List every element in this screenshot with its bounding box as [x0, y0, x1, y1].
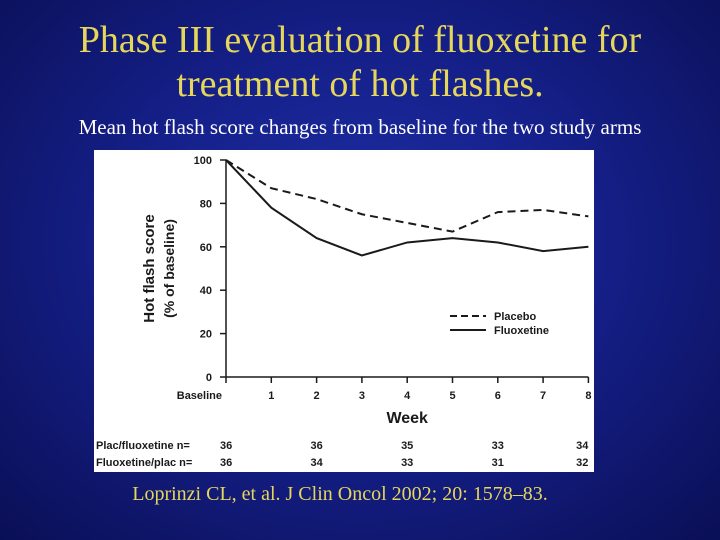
- citation: Loprinzi CL, et al. J Clin Oncol 2002; 20: 1578–83.: [132, 483, 548, 505]
- n-table-row-label: Plac/fluoxetine n=: [96, 440, 190, 452]
- x-tick-label: 4: [404, 390, 411, 402]
- x-tick-label: Baseline: [176, 390, 222, 402]
- x-tick-label: 7: [540, 390, 547, 402]
- x-tick-label: 6: [494, 390, 501, 402]
- y-tick-label: 80: [199, 198, 212, 211]
- y-axis-label: Hot flash score: [141, 214, 158, 323]
- n-table-value: 36: [310, 440, 323, 452]
- y-tick-label: 0: [205, 372, 212, 384]
- x-tick-label: 3: [358, 390, 365, 402]
- x-tick-label: 5: [449, 390, 456, 402]
- n-table-value: 34: [310, 457, 323, 469]
- n-table-value: 36: [220, 440, 233, 452]
- legend-label-fluoxetine: Fluoxetine: [494, 325, 550, 337]
- n-table-value: 32: [576, 457, 589, 469]
- n-table-value: 33: [401, 457, 414, 469]
- n-table-value: 36: [220, 457, 233, 469]
- n-table-value: 31: [491, 457, 504, 469]
- n-table-value: 33: [491, 440, 504, 452]
- y-tick-label: 40: [199, 285, 212, 298]
- x-tick-label: 8: [585, 390, 592, 402]
- x-tick-label: 2: [313, 390, 320, 402]
- line-chart: [94, 150, 594, 472]
- x-axis-label: Week: [386, 410, 428, 427]
- n-table-row-label: Fluoxetine/plac n=: [96, 457, 193, 469]
- series-line-placebo: [226, 160, 588, 232]
- y-tick-label: 60: [199, 241, 212, 254]
- y-tick-label: 20: [199, 328, 212, 341]
- series-line-fluoxetine: [226, 160, 588, 255]
- slide-title: [0, 18, 720, 106]
- legend-label-placebo: Placebo: [494, 311, 537, 323]
- n-table-value: 34: [576, 440, 589, 452]
- title-line-2: treatment of hot flashes.: [176, 63, 544, 105]
- title-line-1: Phase III evaluation of fluoxetine for: [78, 19, 642, 61]
- y-tick-label: 100: [193, 155, 212, 167]
- chart-panel: [94, 150, 594, 472]
- slide-subtitle: Mean hot flash score changes from baseline for the two study arms: [78, 115, 642, 139]
- y-axis-sublabel: (% of baseline): [161, 219, 177, 318]
- n-table-value: 35: [401, 440, 414, 452]
- x-tick-label: 1: [268, 390, 275, 402]
